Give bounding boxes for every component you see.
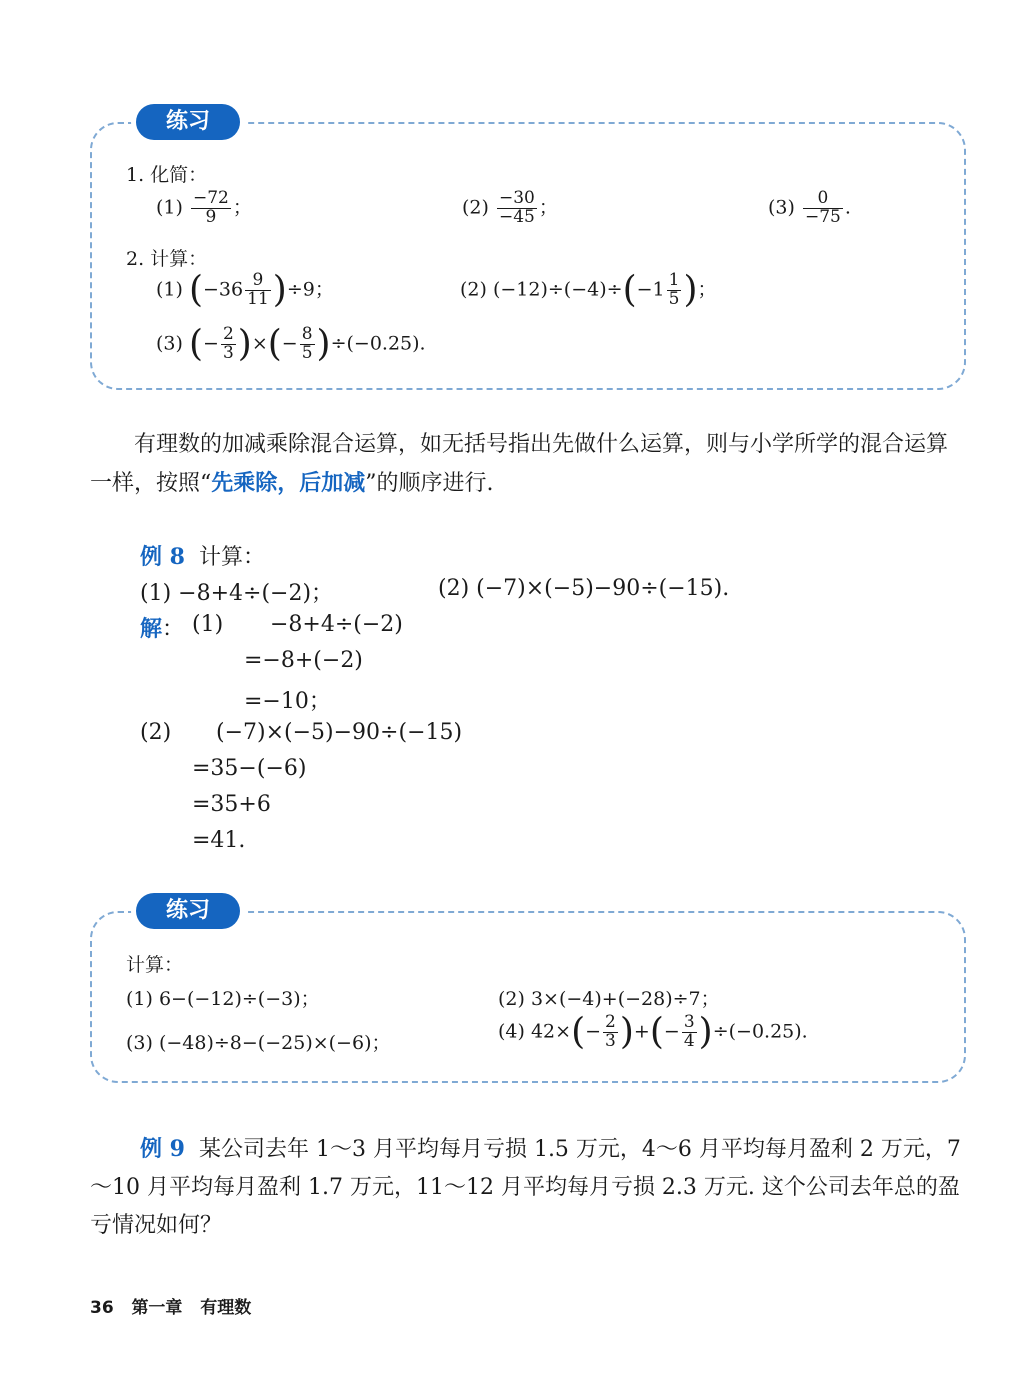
exercise1-q1-heading: 1. 化简： — [126, 164, 208, 186]
solution2-label: (2) — [140, 720, 172, 745]
solution2-line-2: =35−(−6) — [192, 756, 307, 781]
exercise1-q2-item-2: (2) (−12)÷(−4)÷(−1 $\frac{1}{5}$ )； — [460, 269, 717, 311]
solution-label: 解： — [140, 616, 185, 642]
example8-question-1: (1) −8+4÷(−2)； — [140, 581, 334, 606]
fraction: $\frac{-72}{9}$ — [192, 188, 229, 227]
exercise1-q2-item-1: (1) (−36 $\frac{9}{11}$ )÷9； — [156, 269, 334, 311]
fraction: $\frac{8}{5}$ — [301, 324, 313, 363]
example9-label: 例 9 — [140, 1136, 185, 1162]
rule-paragraph: 有理数的加减乘除混合运算，如无括号指出先做什么运算，则与小学所学的混合运算一样，按照“先乘除，后加减”的顺序进行. — [90, 432, 949, 496]
example8-heading — [140, 540, 265, 571]
exercise2-item-4: (4) 42×(− $\frac{2}{3}$ )+(− $\frac{3}{4}$ )÷(−0.25). — [498, 1011, 808, 1053]
exercise2-item-2: (2) 3×(−4)+(−28)÷7； — [498, 988, 720, 1010]
page-number: 36 — [90, 1298, 114, 1318]
chapter-title: 有理数 — [200, 1298, 252, 1318]
exercise1-q2-item-3: (3) (− $\frac{2}{3}$ )×(− $\frac{8}{5}$ )÷(−0.25). — [156, 323, 426, 365]
fraction: $\frac{2}{3}$ — [605, 1012, 616, 1051]
solution1-line-2: =−8+(−2) — [244, 648, 363, 673]
chapter-label: 第一章 — [131, 1298, 183, 1318]
solution2-line-3: =35+6 — [192, 792, 271, 817]
example8-title: 计算： — [198, 545, 265, 570]
solution1-line-1: −8+4÷(−2) — [270, 612, 403, 637]
solution1-label: (1) — [192, 612, 224, 637]
solution1-line-3: =−10； — [244, 689, 331, 714]
exercise1-q1-item-1: (1) $\frac{-72}{9}$ ； — [156, 188, 252, 227]
exercise2-item-3: (3) (−48)÷8−(−25)×(−6)； — [126, 1032, 391, 1054]
example9-paragraph — [90, 1130, 966, 1245]
fraction: $\frac{9}{11}$ — [247, 270, 269, 309]
exercise1-q2-heading: 2. 计算： — [126, 248, 208, 270]
fraction: $\frac{1}{5}$ — [668, 270, 680, 309]
example8-label: 例 8 — [140, 544, 185, 570]
exercise2-item-1: (1) 6−(−12)÷(−3)； — [126, 988, 320, 1010]
page-footer — [90, 1293, 251, 1318]
fraction: $\frac{2}{3}$ — [222, 324, 234, 363]
exercise1-q1-item-3: (3) $\frac{0}{-75}$ . — [768, 188, 851, 227]
fraction: $\frac{0}{-75}$ — [804, 188, 841, 227]
exercise1-q1-item-2: (2) $\frac{-30}{-45}$ ； — [462, 188, 558, 227]
fraction: $\frac{-30}{-45}$ — [498, 188, 535, 227]
example9-text: 某公司去年 1～3 月平均每月亏损 1.5 万元，4～6 月平均每月盈利 2 万元，7～10 月平均每月盈利 1.7 万元，11～12 月平均每月亏损 2.3 万元. 这个公司去年总的盈亏情况如何？ — [90, 1137, 961, 1238]
example8-question-2: (2) (−7)×(−5)−90÷(−15). — [438, 576, 730, 601]
solution2-line-1: (−7)×(−5)−90÷(−15) — [216, 720, 463, 745]
fraction: $\frac{3}{4}$ — [683, 1012, 695, 1051]
exercise-tag-1: 练习 — [136, 104, 240, 140]
exercise2-heading: 计算： — [126, 954, 184, 976]
solution2-line-4: =41. — [192, 828, 246, 853]
highlight-rule: 先乘除，后加减 — [211, 470, 366, 496]
exercise-tag-2: 练习 — [136, 893, 240, 929]
